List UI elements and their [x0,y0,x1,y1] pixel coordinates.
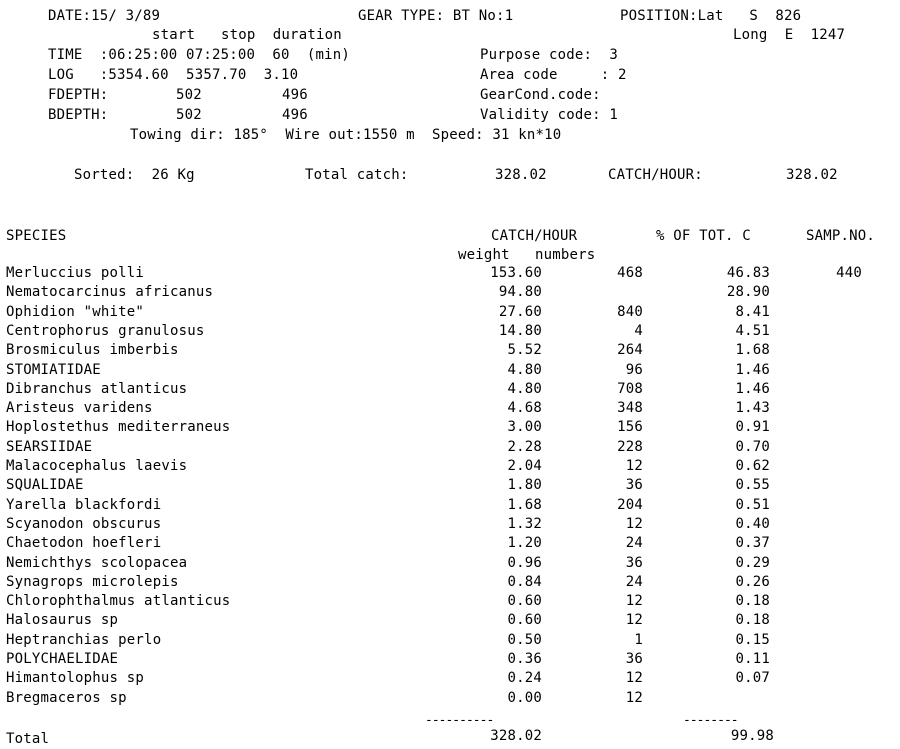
species-name: Brosmiculus imberbis [6,342,179,358]
percent-value: 0.26 [735,574,770,590]
numbers-value: 264 [617,342,643,358]
numbers-value: 12 [625,612,643,628]
weight-value: 0.24 [507,670,542,686]
weight-value: 1.68 [507,497,542,513]
weight-value: 0.84 [507,574,542,590]
weight-value: 0.96 [507,555,542,571]
percent-value: 1.46 [735,381,770,397]
weight-value: 14.80 [498,323,542,339]
weight-total-rule: ---------- [425,713,494,728]
total-catch-value: 328.02 [495,167,547,183]
percent-value: 46.83 [726,265,770,281]
percent-value: 28.90 [726,284,770,300]
species-name: Chaetodon hoefleri [6,535,162,551]
species-name: Nemichthys scolopacea [6,555,188,571]
catch-hour-label: CATCH/HOUR: [608,167,703,183]
numbers-value: 1 [634,632,643,648]
time-row: TIME :06:25:00 07:25:00 60 (min) [48,47,351,63]
percent-value: 0.51 [735,497,770,513]
numbers-value: 204 [617,497,643,513]
species-name: Synagrops microlepis [6,574,179,590]
weight-value: 1.20 [507,535,542,551]
numbers-value: 36 [625,555,643,571]
percent-value: 8.41 [735,304,770,320]
percent-value: 0.40 [735,516,770,532]
towing-info: Towing dir: 185° Wire out:1550 m Speed: 31 kn*10 [130,127,562,143]
weight-value: 94.80 [498,284,542,300]
species-name: Ophidion "white" [6,304,145,320]
percent-value: 0.70 [735,439,770,455]
weight-value: 153.60 [490,265,542,281]
species-name: Nematocarcinus africanus [6,284,214,300]
numbers-value: 24 [625,535,643,551]
weight-value: 4.80 [507,381,542,397]
percent-value: 1.68 [735,342,770,358]
numbers-value: 96 [625,362,643,378]
species-name: Aristeus varidens [6,400,153,416]
catch-hour-value: 328.02 [786,167,838,183]
weight-value: 3.00 [507,419,542,435]
numbers-value: 348 [617,400,643,416]
weight-value: 0.60 [507,612,542,628]
species-name: Yarella blackfordi [6,497,162,513]
numbers-value: 156 [617,419,643,435]
bdepth-start: 502 [176,107,202,123]
percent-value: 0.91 [735,419,770,435]
weight-value: 2.04 [507,458,542,474]
gearcond-code: GearCond.code: [480,87,601,103]
numbers-value: 12 [625,458,643,474]
numbers-value: 36 [625,477,643,493]
species-name: Heptranchias perlo [6,632,162,648]
numbers-value: 4 [634,323,643,339]
numbers-value: 468 [617,265,643,281]
total-percent: 99.98 [730,728,774,744]
fdepth-label: FDEPTH: [48,87,109,103]
numbers-value: 708 [617,381,643,397]
percent-value: 0.55 [735,477,770,493]
numbers-value: 12 [625,516,643,532]
species-name: Halosaurus sp [6,612,119,628]
weight-header: weight [458,247,510,263]
species-name: STOMIATIDAE [6,362,101,378]
sorted-weight: Sorted: 26 Kg [74,167,195,183]
column-headings: start stop duration [152,27,342,43]
species-name: Centrophorus granulosus [6,323,205,339]
species-name: POLYCHAELIDAE [6,651,119,667]
fdepth-start: 502 [176,87,202,103]
weight-value: 0.36 [507,651,542,667]
percent-value: 0.37 [735,535,770,551]
area-code: Area code : 2 [480,67,627,83]
species-name: Chlorophthalmus atlanticus [6,593,231,609]
species-name: Hoplostethus mediterraneus [6,419,231,435]
validity-code: Validity code: 1 [480,107,619,123]
species-name: Merluccius polli [6,265,145,281]
numbers-header: numbers [535,247,596,263]
weight-value: 4.68 [507,400,542,416]
percent-value: 0.07 [735,670,770,686]
numbers-value: 840 [617,304,643,320]
numbers-value: 12 [625,690,643,706]
total-label: Total [6,731,50,747]
percent-value: 0.11 [735,651,770,667]
catch-hour-header: CATCH/HOUR [491,228,578,244]
species-name: SEARSIIDAE [6,439,93,455]
position-lat: POSITION:Lat S 826 [620,8,802,24]
percent-value: 0.18 [735,593,770,609]
numbers-value: 12 [625,670,643,686]
weight-value: 0.60 [507,593,542,609]
sample-number-header: SAMP.NO. [806,228,876,244]
species-name: Himantolophus sp [6,670,145,686]
percent-value: 0.15 [735,632,770,648]
weight-value: 4.80 [507,362,542,378]
weight-value: 1.80 [507,477,542,493]
date: DATE:15/ 3/89 [48,8,161,24]
bdepth-stop: 496 [282,107,308,123]
purpose-code: Purpose code: 3 [480,47,619,63]
gear-type: GEAR TYPE: BT No:1 [358,8,514,24]
species-name: Scyanodon obscurus [6,516,162,532]
numbers-value: 12 [625,593,643,609]
bdepth-label: BDEPTH: [48,107,109,123]
species-name: Bregmaceros sp [6,690,127,706]
percent-value: 4.51 [735,323,770,339]
total-weight: 328.02 [490,728,542,744]
log-row: LOG :5354.60 5357.70 3.10 [48,67,299,83]
species-header: SPECIES [6,228,67,244]
species-name: Dibranchus atlanticus [6,381,188,397]
weight-value: 0.50 [507,632,542,648]
numbers-value: 228 [617,439,643,455]
species-name: SQUALIDAE [6,477,84,493]
numbers-value: 36 [625,651,643,667]
total-catch-label: Total catch: [305,167,409,183]
weight-value: 1.32 [507,516,542,532]
percent-value: 0.29 [735,555,770,571]
percent-value: 0.18 [735,612,770,628]
percent-value: 0.62 [735,458,770,474]
species-name: Malacocephalus laevis [6,458,188,474]
numbers-value: 24 [625,574,643,590]
sample-number: 440 [836,265,862,281]
percent-value: 1.43 [735,400,770,416]
percent-header: % OF TOT. C [656,228,751,244]
position-long: Long E 1247 [733,27,846,43]
percent-value: 1.46 [735,362,770,378]
weight-value: 2.28 [507,439,542,455]
weight-value: 5.52 [507,342,542,358]
fdepth-stop: 496 [282,87,308,103]
weight-value: 0.00 [507,690,542,706]
weight-value: 27.60 [498,304,542,320]
percent-total-rule: -------- [683,713,738,728]
